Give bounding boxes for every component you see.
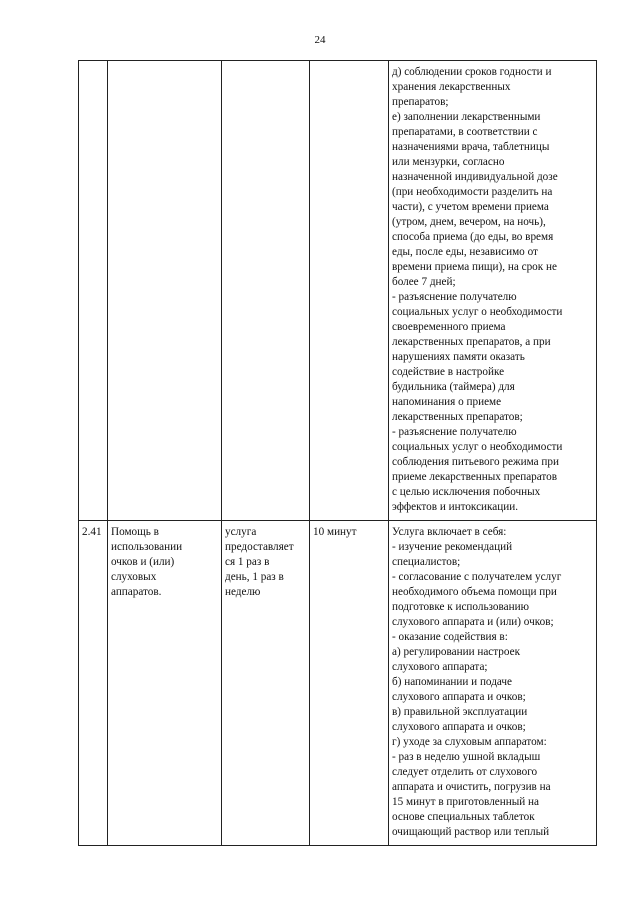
service-name-line: очков и (или)	[111, 556, 175, 568]
details-line: аппарата и очистить, погрузив на	[392, 781, 551, 793]
service-number-cell: 2.41	[79, 521, 108, 846]
details-line: слухового аппарата и очков;	[392, 691, 526, 703]
details-line: необходимого объема помощи при	[392, 586, 557, 598]
details-line: слухового аппарата и очков;	[392, 721, 526, 733]
details-line: соблюдения питьевого режима при	[392, 456, 559, 468]
details-line: в) правильной эксплуатации	[392, 706, 528, 718]
page-number: 24	[314, 34, 326, 46]
service-duration-cell	[310, 61, 389, 521]
details-line: подготовке к использованию	[392, 601, 529, 613]
details-line: социальных услуг о необходимости	[392, 306, 563, 318]
details-line: слухового аппарата и (или) очков;	[392, 616, 554, 628]
details-line: - изучение рекомендаций	[392, 541, 513, 553]
frequency-line: неделю	[225, 586, 261, 598]
details-line: - разъяснение получателю	[392, 291, 517, 303]
details-line: назначениями врача, таблетницы	[392, 141, 550, 153]
details-line: лекарственных препаратов;	[392, 411, 523, 423]
service-name-line: аппаратов.	[111, 586, 162, 598]
details-line: социальных услуг о необходимости	[392, 441, 563, 453]
details-line: специалистов;	[392, 556, 461, 568]
service-name-line: слуховых	[111, 571, 157, 583]
service-details-cell	[389, 61, 597, 521]
details-line: своевременного приема	[392, 321, 506, 333]
service-name-line: Помощь в	[111, 526, 159, 538]
service-number-cell	[79, 61, 108, 521]
service-duration-cell: 10 минут	[310, 521, 389, 846]
services-table	[78, 60, 597, 846]
details-line: с целью исключения побочных	[392, 486, 541, 498]
details-line: д) соблюдении сроков годности и	[392, 66, 552, 78]
details-line: приеме лекарственных препаратов	[392, 471, 558, 483]
details-line: б) напоминании и подаче	[392, 676, 513, 688]
details-line: - разъяснение получателю	[392, 426, 517, 438]
details-line: е) заполнении лекарственными	[392, 111, 541, 123]
details-line: а) регулировании настроек	[392, 646, 521, 658]
service-name-line: использовании	[111, 541, 183, 553]
details-line: основе специальных таблеток	[392, 811, 535, 823]
frequency-line: ся 1 раз в	[225, 556, 270, 568]
details-line: более 7 дней;	[392, 276, 456, 288]
details-line: г) уходе за слуховым аппаратом:	[392, 736, 547, 748]
details-line: хранения лекарственных	[392, 81, 511, 93]
details-line: слухового аппарата;	[392, 661, 488, 673]
table-row	[79, 521, 597, 846]
service-details-cell	[389, 521, 597, 846]
details-line: лекарственных препаратов, а при	[392, 336, 551, 348]
details-line: еды, после еды, независимо от	[392, 246, 538, 258]
details-line: или мензурки, согласно	[392, 156, 505, 168]
details-line: назначенной индивидуальной дозе	[392, 171, 558, 183]
service-frequency-cell	[222, 61, 310, 521]
service-name-cell	[108, 61, 222, 521]
details-line: - раз в неделю ушной вкладыш	[392, 751, 541, 763]
frequency-line: день, 1 раз в	[225, 571, 284, 583]
details-line: (при необходимости разделить на	[392, 186, 553, 198]
frequency-line: услуга	[225, 526, 257, 538]
details-line: (утром, днем, вечером, на ночь),	[392, 216, 546, 228]
details-line: Услуга включает в себя:	[392, 526, 507, 538]
details-line: нарушениях памяти оказать	[392, 351, 525, 363]
details-line: препаратов;	[392, 96, 449, 108]
details-line: будильника (таймера) для	[392, 381, 515, 393]
details-line: содействие в настройке	[392, 366, 505, 378]
table-row	[79, 61, 597, 521]
details-line: препаратами, в соответствии с	[392, 126, 538, 138]
details-line: - оказание содействия в:	[392, 631, 508, 643]
details-line: 15 минут в приготовленный на	[392, 796, 539, 808]
details-line: способа приема (до еды, во время	[392, 231, 554, 243]
frequency-line: предоставляет	[225, 541, 294, 553]
service-name-cell	[108, 521, 222, 846]
service-frequency-cell	[222, 521, 310, 846]
details-line: напоминания о приеме	[392, 396, 502, 408]
details-line: очищающий раствор или теплый	[392, 826, 550, 838]
details-line: части), с учетом времени приема	[392, 201, 549, 213]
details-line: - согласование с получателем услуг	[392, 571, 562, 583]
details-line: времени приема пищи), на срок не	[392, 261, 557, 273]
details-line: следует отделить от слухового	[392, 766, 538, 778]
details-line: эффектов и интоксикации.	[392, 501, 519, 513]
